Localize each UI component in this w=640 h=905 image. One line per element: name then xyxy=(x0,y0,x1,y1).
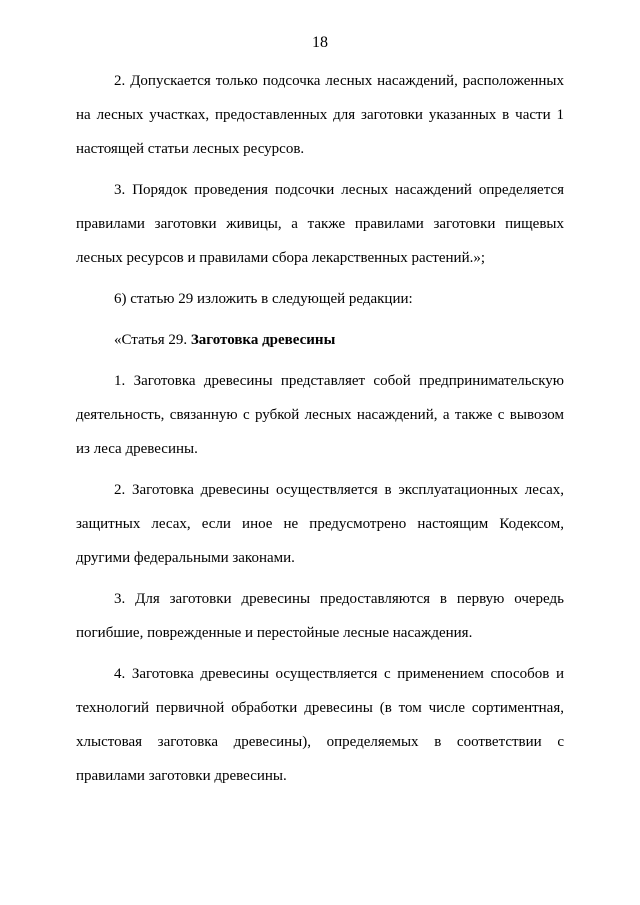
paragraph-amendment-article-29: 6) статью 29 изложить в следующей редакции: xyxy=(114,291,413,307)
paragraph-tapping-allowed: 2. Допускается только подсочка лесных насаждений, расположенных на лесных участках, предоставленных для заготовки указанных в части 1 настоящей статьи лесных ресурсов. xyxy=(76,73,564,157)
article-paragraph-1: 1. Заготовка древесины представляет собой предпринимательскую деятельность, связанную с рубкой лесных насаждений, а также с вывозом из леса древесины. xyxy=(76,373,564,457)
article-heading-prefix: «Статья 29. xyxy=(114,332,191,348)
article-paragraph-2: 2. Заготовка древесины осуществляется в эксплуатационных лесах, защитных лесах, если иное не предусмотрено настоящим Кодексом, другими федеральными законами. xyxy=(76,482,564,566)
document-body xyxy=(76,64,564,800)
paragraph-tapping-procedure: 3. Порядок проведения подсочки лесных насаждений определяется правилами заготовки живицы, а также правилами заготовки пищевых лесных ресурсов и правилами сбора лекарственных растений.»; xyxy=(76,182,564,266)
page-number: 18 xyxy=(312,34,328,51)
article-paragraph-3: 3. Для заготовки древесины предоставляются в первую очередь погибшие, поврежденные и перестойные лесные насаждения. xyxy=(76,591,564,641)
article-heading xyxy=(76,323,564,357)
article-heading-title: Заготовка древесины xyxy=(190,332,336,348)
article-paragraph-4: 4. Заготовка древесины осуществляется с применением способов и технологий первичной обработки древесины (в том числе сортиментная, хлыстовая заготовка древесины), определяемых в соответствии с правилами заготовки древесины. xyxy=(76,666,564,784)
